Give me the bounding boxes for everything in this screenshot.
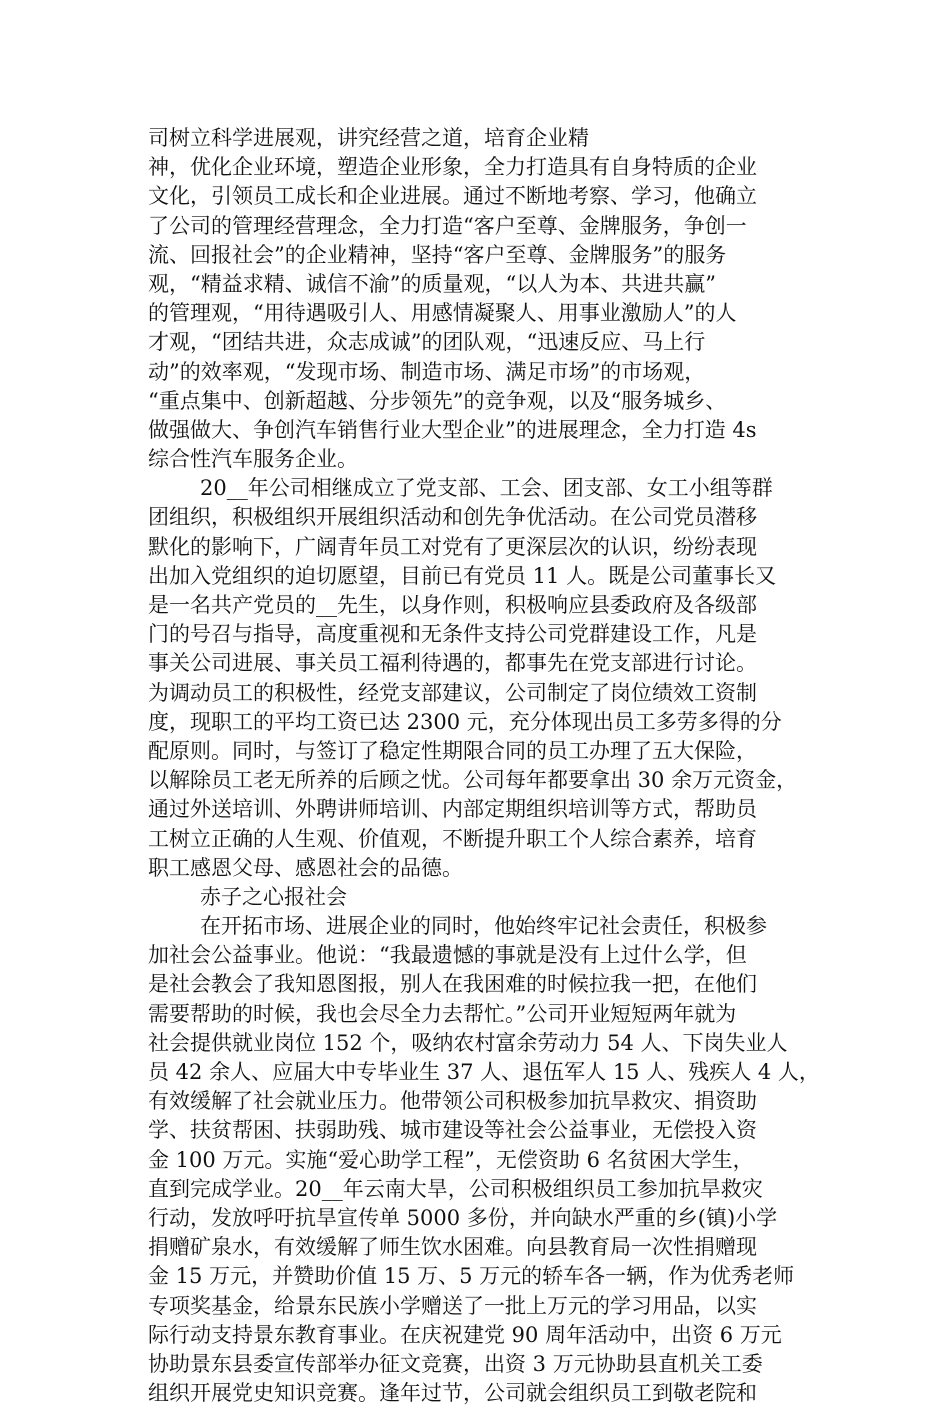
text-line: 社会提供就业岗位 152 个，吸纳农村富余劳动力 54 人、下岗失业人 <box>148 1030 788 1055</box>
text-line: 加社会公益事业。他说：“我最遗憾的事就是没有上过什么学，但 <box>148 943 747 968</box>
text-line: 观，“精益求精、诚信不渝”的质量观，“以人为本、共进共赢” <box>148 271 716 296</box>
text-line: 学、扶贫帮困、扶弱助残、城市建设等社会公益事业，无偿投入资 <box>148 1118 757 1143</box>
text-line: 金 15 万元，并赞助价值 15 万、5 万元的轿车各一辆，作为优秀老师 <box>148 1264 795 1289</box>
text-line: 的管理观，“用待遇吸引人、用感情凝聚人、用事业激励人”的人 <box>148 301 737 326</box>
text-line: 捐赠矿泉水，有效缓解了师生饮水困难。向县教育局一次性捐赠现 <box>148 1235 757 1260</box>
text-line: 配原则。同时，与签订了稳定性期限合同的员工办理了五大保险， <box>148 738 757 763</box>
text-line: 默化的影响下，广阔青年员工对党有了更深层次的认识，纷纷表现 <box>148 534 757 559</box>
text-line: 直到完成学业。20__年云南大旱，公司积极组织员工参加抗旱救灾 <box>148 1176 763 1201</box>
text-line: 工树立正确的人生观、价值观，不断提升职工个人综合素养，培育 <box>148 826 757 851</box>
text-line: 行动，发放呼吁抗旱宣传单 5000 多份，并向缺水严重的乡(镇)小学 <box>148 1205 778 1230</box>
text-line: 团组织，积极组织开展组织活动和创先争优活动。在公司党员潜移 <box>148 505 757 530</box>
text-line: 动”的效率观，“发现市场、制造市场、满足市场”的市场观， <box>148 359 706 384</box>
text-line: 协助景东县委宣传部举办征文竞赛，出资 3 万元协助县直机关工委 <box>148 1351 763 1376</box>
text-line: 事关公司进展、事关员工福利待遇的，都事先在党支部进行讨论。 <box>148 651 757 676</box>
text-line: 才观，“团结共进，众志成诚”的团队观，“迅速反应、马上行 <box>148 330 706 355</box>
text-line: 职工感恩父母、感恩社会的品德。 <box>148 855 463 880</box>
text-line: 金 100 万元。实施“爱心助学工程”，无偿资助 6 名贫困大学生， <box>148 1147 754 1172</box>
section-heading: 赤子之心报社会 <box>200 884 347 909</box>
text-line: 是一名共产党员的__先生，以身作则，积极响应县委政府及各级部 <box>148 593 757 617</box>
text-line: 际行动支持景东教育事业。在庆祝建党 90 周年活动中，出资 6 万元 <box>148 1322 782 1347</box>
text-line: 司树立科学进展观，讲究经营之道，培育企业精 <box>148 126 589 150</box>
text-line: 是社会教会了我知恩图报，别人在我困难的时候拉我一把，在他们 <box>148 972 757 997</box>
text-line: 专项奖基金，给景东民族小学赠送了一批上万元的学习用品，以实 <box>148 1293 757 1318</box>
text-line: 综合性汽车服务企业。 <box>148 447 358 472</box>
text-line: 为调动员工的积极性，经党支部建议，公司制定了岗位绩效工资制 <box>148 680 757 705</box>
text-line: 有效缓解了社会就业压力。他带领公司积极参加抗旱救灾、捐资助 <box>148 1089 757 1114</box>
text-line: 通过外送培训、外聘讲师培训、内部定期组织培训等方式，帮助员 <box>148 797 757 822</box>
text-line: 出加入党组织的迫切愿望，目前已有党员 11 人。既是公司董事长又 <box>148 563 777 588</box>
text-line: “重点集中、创新超越、分步领先”的竞争观，以及“服务城乡、 <box>148 388 727 413</box>
text-line: 组织开展党史知识竞赛。逢年过节，公司就会组织员工到敬老院和 <box>148 1381 757 1406</box>
text-line: 流、回报社会”的企业精神，坚持“客户至尊、金牌服务”的服务 <box>148 242 727 267</box>
paragraph-first-line: 在开拓市场、进展企业的同时，他始终牢记社会责任，积极参 <box>200 914 767 939</box>
text-line: 神，优化企业环境，塑造企业形象，全力打造具有自身特质的企业 <box>148 155 757 180</box>
text-line: 了公司的管理经营理念，全力打造“客户至尊、金牌服务，争创一 <box>148 213 747 238</box>
text-line: 以解除员工老无所养的后顾之忧。公司每年都要拿出 30 余万元资金， <box>148 768 798 793</box>
text-line: 门的号召与指导，高度重视和无条件支持公司党群建设工作，凡是 <box>148 622 757 647</box>
text-line: 度，现职工的平均工资已达 2300 元，充分体现出员工多劳多得的分 <box>148 709 782 734</box>
body-text <box>148 124 828 1408</box>
text-line: 文化，引领员工成长和企业进展。通过不断地考察、学习，他确立 <box>148 184 757 209</box>
text-line: 做强做大、争创汽车销售行业大型企业”的进展理念，全力打造 4s <box>148 417 757 442</box>
text-line: 员 42 余人、应届大中专毕业生 37 人、退伍军人 15 人、残疾人 4 人， <box>148 1060 820 1084</box>
text-line: 需要帮助的时候，我也会尽全力去帮忙。”公司开业短短两年就为 <box>148 1001 737 1026</box>
paragraph-first-line: 20__年公司相继成立了党支部、工会、团支部、女工小组等群 <box>200 476 773 501</box>
